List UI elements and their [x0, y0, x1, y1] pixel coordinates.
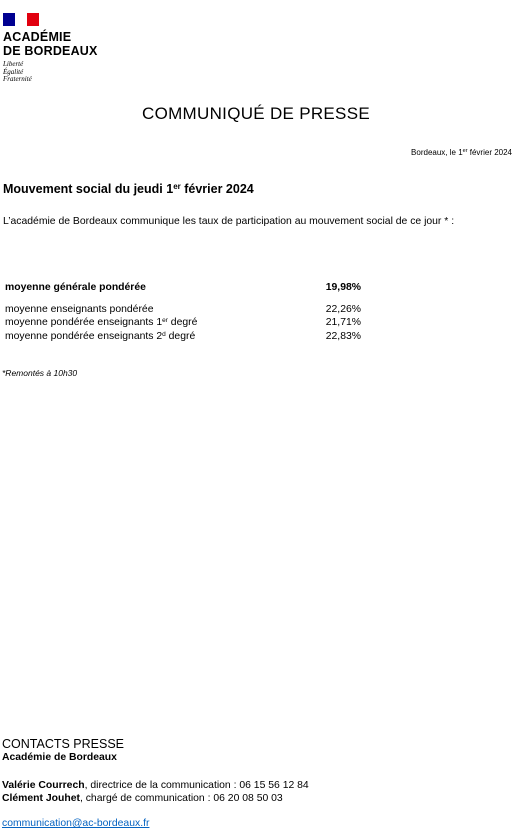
stat-label-prefix: moyenne pondérée enseignants 1	[5, 317, 163, 328]
stat-label: moyenne générale pondérée	[5, 282, 146, 293]
date-prefix: Bordeaux, le 1	[411, 148, 463, 157]
logo-title	[3, 30, 98, 58]
contact-person	[2, 779, 309, 792]
stat-label-sup: d	[162, 330, 166, 338]
stat-label	[5, 330, 195, 344]
stat-row-second-degree	[5, 330, 361, 344]
stat-label: moyenne enseignants pondérée	[5, 303, 154, 315]
stat-value: 22,83%	[325, 330, 361, 342]
stat-label-prefix: moyenne pondérée enseignants 2	[5, 330, 163, 342]
subject-suffix: février 2024	[180, 182, 254, 196]
stat-label	[5, 316, 197, 330]
motto-liberte: Liberté	[3, 60, 24, 68]
contact-role: , chargé de communication : 06 20 08 50 03	[79, 793, 283, 804]
contacts-org: Académie de Bordeaux	[2, 752, 117, 763]
contact-name: Clément Jouhet	[2, 793, 80, 804]
motto-fraternite: Fraternité	[3, 75, 32, 84]
contacts-title: CONTACTS PRESSE	[2, 737, 125, 751]
contact-person	[2, 792, 309, 805]
stat-row-first-degree	[5, 316, 361, 330]
press-contacts	[2, 737, 309, 829]
motto-egalite: Égalité	[3, 67, 24, 76]
stat-label-suffix: degré	[167, 317, 198, 328]
stat-row-teachers	[5, 303, 361, 317]
stat-value: 19,98%	[325, 282, 361, 293]
french-flag-icon	[3, 13, 39, 26]
logo-line-1: ACADÉMIE	[3, 30, 72, 44]
stat-value: 21,71%	[325, 317, 361, 328]
footnote: *Remontés à 10h30	[2, 368, 78, 378]
page-title: COMMUNIQUÉ DE PRESSE	[142, 104, 370, 123]
press-subject	[3, 182, 254, 196]
subject-prefix: Mouvement social du jeudi 1	[3, 182, 174, 196]
contact-role: , directrice de la communication : 06 15 56 12 84	[84, 780, 309, 791]
subject-sup: er	[173, 182, 181, 191]
stat-value: 22,26%	[325, 303, 361, 315]
contact-email-link[interactable]: communication@ac-bordeaux.fr	[2, 818, 150, 829]
logo-motto	[3, 61, 98, 84]
stat-row-general	[5, 281, 361, 295]
academy-logo	[3, 13, 98, 84]
press-date	[411, 148, 512, 157]
contact-name: Valérie Courrech	[2, 780, 85, 791]
intro-paragraph: L’académie de Bordeaux communique les taux de participation au mouvement social de ce jour * :	[3, 216, 455, 227]
stat-label-sup: er	[162, 317, 168, 324]
logo-line-2: DE BORDEAUX	[3, 44, 98, 58]
date-suffix: février 2024	[467, 148, 512, 157]
stat-label-suffix: degré	[165, 330, 196, 342]
participation-stats	[5, 281, 361, 343]
date-sup: er	[462, 148, 468, 154]
